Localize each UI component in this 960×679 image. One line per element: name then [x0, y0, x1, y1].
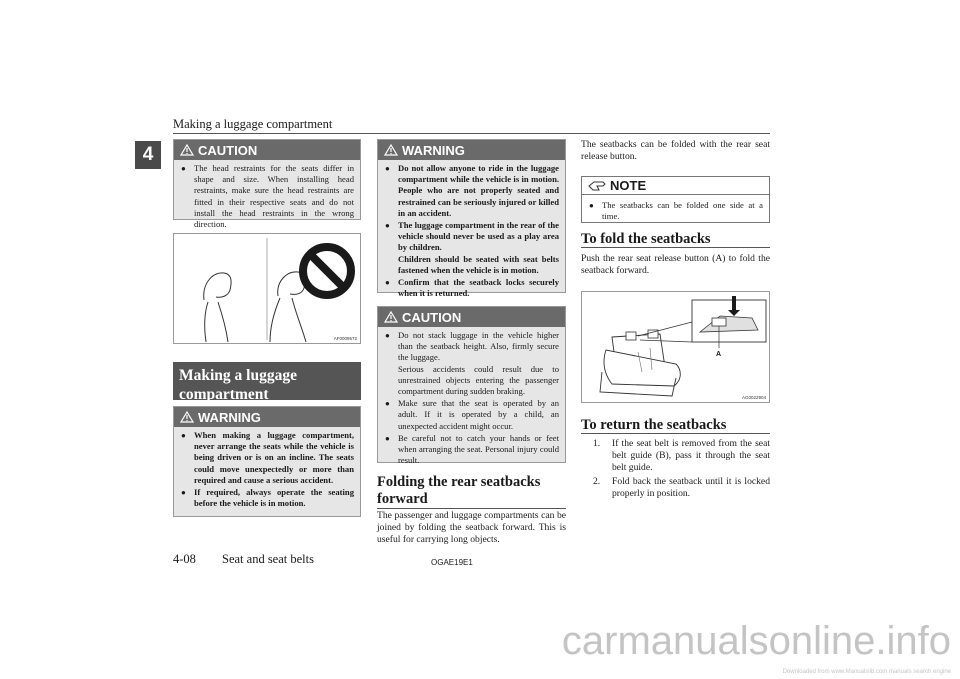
warning-label: WARNING — [402, 142, 465, 158]
seat-release-figure — [581, 291, 770, 403]
bullet-icon: ● — [385, 221, 390, 231]
list-item: ● If required, always operate the seating before the vehicle is in motion. — [181, 487, 354, 509]
bullet-icon: ● — [385, 278, 390, 288]
bullet-icon: ● — [181, 488, 186, 498]
list-item: ● Do not allow anyone to ride in the luggage compartment while the vehicle is in motion. People who are not properly seated and restrained can be seriously injured or killed in an accident. — [385, 163, 559, 218]
return-steps-list — [593, 438, 770, 501]
fold-instructions-text: Push the rear seat release button (A) to fold the seatback forward. — [581, 253, 770, 277]
caution-box-luggage — [377, 306, 566, 466]
section-title-banner: Making a luggage compartment — [173, 362, 361, 400]
list-item: ● The luggage compartment in the rear of the vehicle should never be used as a play area by children. Children should be seated with seat belts fastened when the vehicle is in motion. — [385, 220, 559, 275]
folding-intro-text: The passenger and luggage compartments can be joined by folding the seatback forward. This is useful for carrying long objects. — [377, 510, 566, 546]
note-label: NOTE — [610, 178, 647, 193]
note-header — [582, 177, 769, 195]
list-item: 1. If the seat belt is removed from the seat belt guide (B), pass it through the seat belt guide. — [593, 438, 770, 474]
list-item: ● Do not stack luggage in the vehicle higher than the seatback height. Also, firmly secure the luggage. Serious accidents could result due to unrestrained objects entering the passenger compartment during sudden braking. — [385, 330, 559, 397]
seatback-intro-text: The seatbacks can be folded with the rear seat release button. — [581, 139, 770, 163]
bullet-icon: ● — [385, 433, 390, 443]
warning-header — [378, 140, 565, 160]
bullet-icon: ● — [181, 164, 186, 173]
heading-fold-seatbacks: To fold the seatbacks — [581, 231, 770, 248]
warning-list — [174, 427, 360, 514]
heading-return-seatbacks: To return the seatbacks — [581, 417, 770, 434]
list-item: ● The seatbacks can be folded one side at a time. — [589, 200, 763, 222]
section-heading-folding: Folding the rear seatbacks forward — [377, 474, 566, 509]
warning-label: WARNING — [198, 409, 261, 425]
caution-triangle-icon — [180, 144, 194, 156]
caution-triangle-icon — [384, 311, 398, 323]
warning-triangle-icon — [384, 144, 398, 156]
document-code: OGAE19E1 — [431, 558, 473, 567]
figure-label-a: A — [716, 351, 722, 358]
bullet-icon: ● — [385, 331, 390, 340]
list-item: 2. Fold back the seatback until it is locked properly in position. — [593, 475, 770, 499]
figure-code: AF0009572 — [333, 336, 357, 341]
caution-box-headrest — [173, 139, 361, 230]
footer-section-title: Seat and seat belts — [222, 552, 314, 566]
page-number: 4-08 — [173, 552, 196, 566]
figure-code: AG0022904 — [741, 395, 766, 400]
caution-list — [378, 327, 565, 471]
list-item: ● When making a luggage compartment, never arrange the seats while the vehicle is being driven or is on an incline. The seats could move unexpectedly or more than required and cause a serious accident. — [181, 430, 354, 485]
bullet-icon: ● — [589, 201, 594, 210]
watermark-caption: Downloaded from www.Manualslib.com manuals search engine — [782, 669, 951, 675]
bullet-icon: ● — [385, 399, 390, 409]
headrest-illustration — [174, 234, 360, 343]
caution-label: CAUTION — [402, 309, 462, 325]
warning-list — [378, 160, 565, 304]
caution-header — [174, 140, 360, 160]
warning-header — [174, 407, 360, 427]
warning-box-luggage — [173, 406, 361, 517]
warning-triangle-icon — [180, 411, 194, 423]
caution-list — [174, 160, 360, 235]
running-header: Making a luggage compartment — [173, 117, 333, 131]
caution-header — [378, 307, 565, 327]
caution-label: CAUTION — [198, 142, 258, 158]
list-item: ● Confirm that the seatback locks securely when it is returned. — [385, 277, 559, 299]
watermark-logo: carmanualsonline.info — [561, 619, 951, 663]
note-box — [581, 176, 770, 223]
rear-seat-illustration — [582, 292, 769, 402]
list-item: ● The head restraints for the seats differ in shape and size. When installing head restraints, make sure the head restraints are fitted in their respective seats and do not install the head restraints in the wrong direction. — [181, 163, 354, 230]
bullet-icon: ● — [385, 164, 390, 173]
note-list — [582, 195, 769, 227]
warning-box-passengers — [377, 139, 566, 299]
header-rule — [173, 133, 770, 134]
chapter-tab: 4 — [135, 141, 161, 169]
list-item: ● Make sure that the seat is operated by an adult. If it is operated by a child, an unexpected accident might occur. — [385, 398, 559, 431]
headrest-figure — [173, 233, 361, 344]
note-hand-icon — [588, 180, 606, 192]
bullet-icon: ● — [181, 431, 186, 440]
list-item: ● Be careful not to catch your hands or feet when arranging the seat. Personal injury could result. — [385, 432, 559, 466]
